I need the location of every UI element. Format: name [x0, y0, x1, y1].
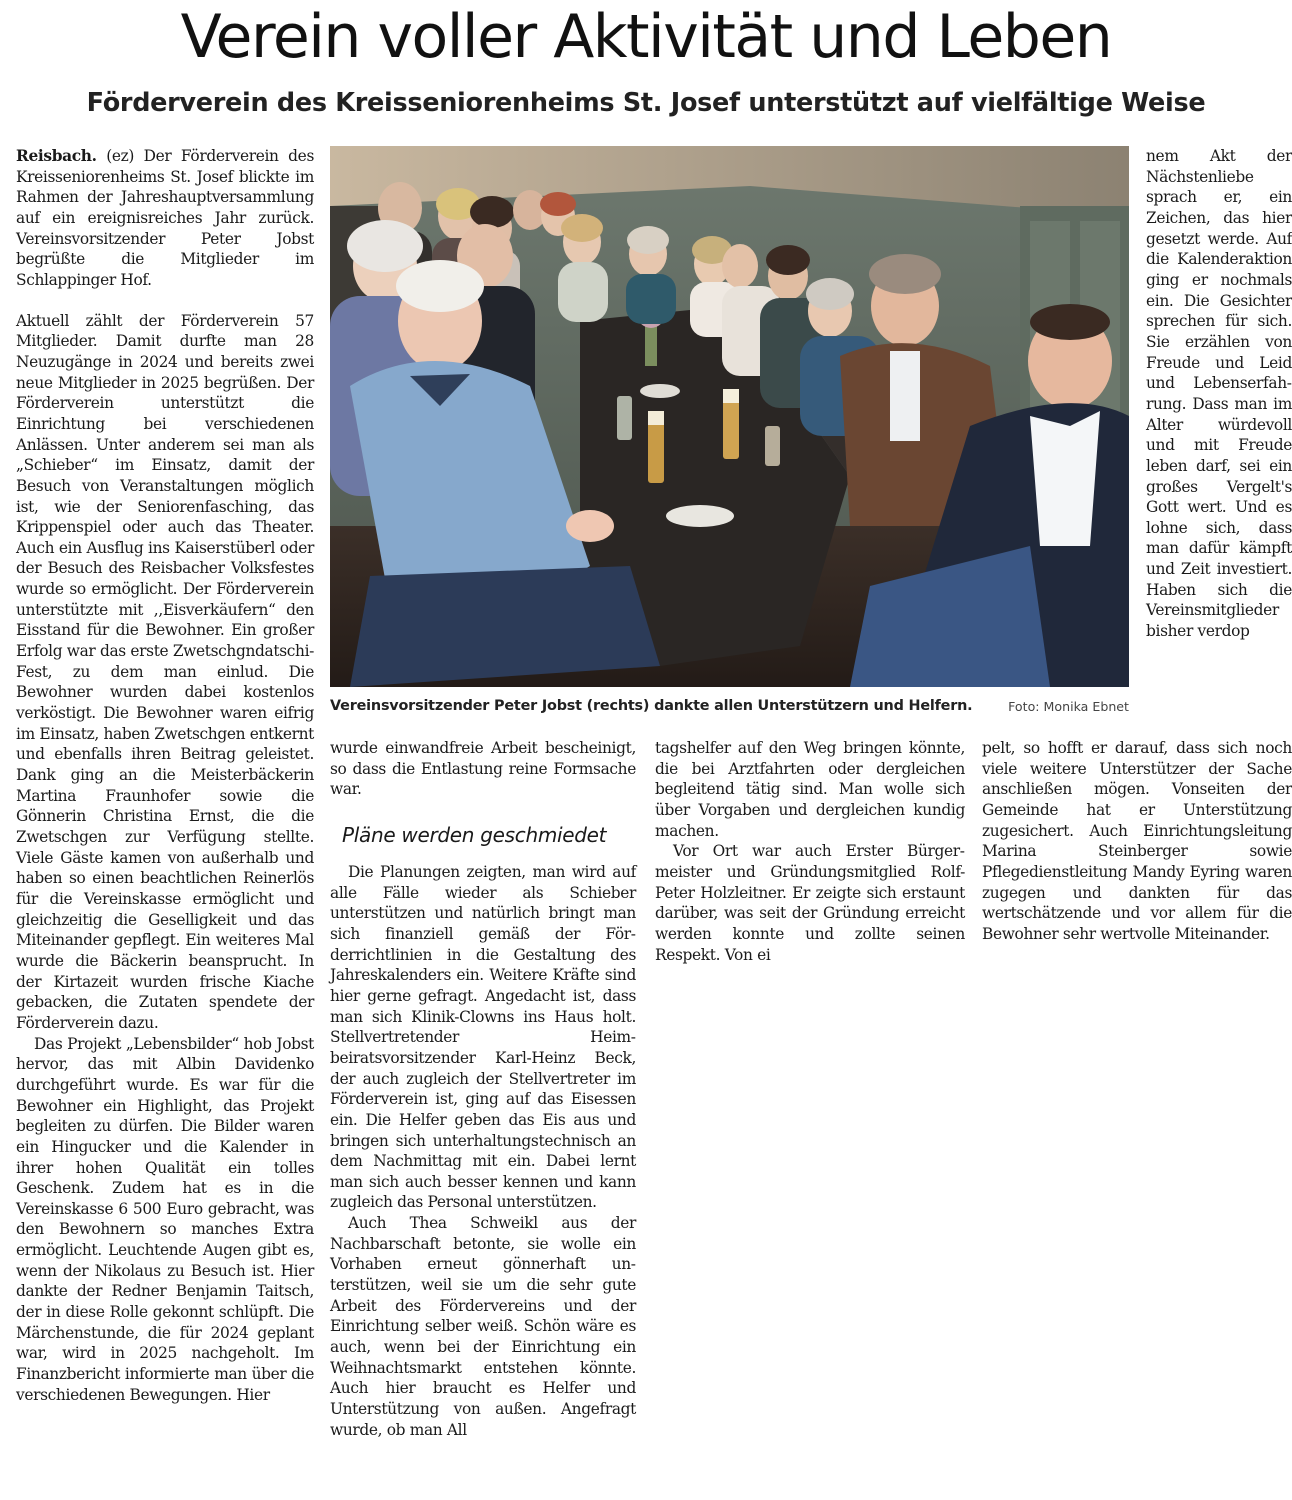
paragraph: Aktuell zählt der Förderverein 57 Mitglieder. Damit durfte man 28 Neuzugänge in 2024 und bereits zwei neue Mitglieder in 2025 begrüßen. Der Förderverein unterstützt die Einrichtung bei verschiedenen Anlässen. Unter anderem sei man als „Schieber“ im Einsatz, damit der Besuch von Veranstaltungen möglich ist, wie der Seniorenfasching, das Krippenspiel oder auch das Theater. Auch ein Ausflug ins Kaiserstüberl oder der Besuch des Reisbacher Volksfestes wurde so ermöglicht. Der Förderverein unterstützte mit ,,Eisverkäufern“ den Eisstand für die Bewohner. Ein großer Erfolg war das erste Zwetschgndatschi-Fest, zu dem man einlud. Die Bewohner wurden dabei kostenlos verköstigt. Die Bewohner waren eifrig im Einsatz, haben Zwetschgen entkernt und ebenfalls ihren Beitrag geleistet. Dank ging an die Meisterbäckerin Martina Fraunhofer sowie die Gönnerin Christina Ernst, die die Zwetschgen zur Verfügung stellte. Viele Gäste kamen von außerhalb und haben so einen beachtlichen Reinerlös für die Vereinskasse ermöglicht und gleichzeitig die Geselligkeit und das Miteinander gepflegt. Ein weiteres Mal wurde die Bäckerin beansprucht. In der Kirtazeit wurden frische Kiache gebacken, die Zutaten spendete der Förderverein dazu. — [16, 311, 315, 1032]
photo-caption — [330, 695, 1129, 719]
group-photo — [330, 146, 1129, 687]
paragraph: tagshelfer auf den Weg bringen könnte, die bei Arztfahrten oder dergleichen begleitend tätig sind. Man wolle sich über Vorgaben und dergleichen kundig machen. — [655, 739, 965, 840]
paragraph: Auch Thea Schweikl aus der Nachbarschaft betonte, sie wolle ein Vorhaben erneut gönnerhaft unterstützen, weil sie um die sehr gute Arbeit des Fördervereins und der Einrichtung selber weiß. Schön wäre es auch, wenn bei der Einrichtung ein Weihnachtsmarkt entstehen könnte. Auch hier braucht es Helfer und Unterstützung von außen. Angefragt wurde, ob man All — [330, 1214, 636, 1439]
paragraph: Das Projekt „Lebensbilder“ hob Jobst hervor, das mit Albin Davidenko durchgeführt wurde. Es war für die Bewohner ein Highlight, das Projekt begleiten zu dürfen. Die Bilder waren ein Hingucker und die Kalender in ihrer hohen Qualität ein tolles Geschenk. Zudem hat es in die Vereinskasse 6 500 Euro gebracht, was den Bewohnern so manches Extra ermöglicht. Leuchtende Augen gibt es, wenn der Nikolaus zu Besuch ist. Hier dankte der Redner Benjamin Taitsch, der in diese Rolle gekonnt schlüpft. Die Märchenstunde, die für 2024 geplant war, wird in 2025 nachgeholt. Im Finanzbericht informierte man über die verschiedenen Bewegungen. Hier — [16, 1034, 314, 1404]
article-column-1 — [16, 146, 314, 1405]
article-subheadline: Förderverein des Kreisseniorenheims St. Josef unterstützt auf vielfältige Weise — [86, 88, 1206, 118]
paragraph-text: (ez) Der Förderverein des Kreisseniorenheims St. Josef blickte im Rahmen der Jahreshauptversammlung auf ein ereignisreiches Jahr zurück. Vereinsvorsitzender Peter Jobst begrüßte die Mitglieder im Schlappinger Hof. — [16, 147, 314, 289]
paragraph — [16, 146, 314, 291]
article-headline: Verein voller Aktivität und Leben — [180, 2, 1112, 72]
paragraph: pelt, so hofft er darauf, dass sich noch viele weitere Unterstützer der Sache anschließen mögen. Vonseiten der Gemeinde hat er Unterstützung zugesichert. Auch Einrichtungsleitung Marina Steinberger sowie Pflegedienstleitung Mandy Eyring waren zugegen und dankten für das wertschätzende und vor allem für die Bewohner sehr wertvolle Miteinander. — [982, 739, 1292, 943]
photo-credit: Foto: Monika Ebnet — [1008, 699, 1129, 714]
paragraph: nem Akt der Nächstenliebe sprach er, ein Zeichen, das hier gesetzt werde. Auf die Kalenderaktion ging er nochmals ein. Die Gesichter sprechen für sich. Sie erzählen von Freude und Leid und Lebenserfahrung. Dass man im Alter würdevoll und mit Freude leben darf, sei ein großes Vergelt's Gott wert. Und es lohne sich, dass man dafür kämpft und Zeit investiert. Haben sich die Vereinsmitglieder bisher verdop — [1146, 147, 1292, 641]
article-column-4 — [982, 738, 1292, 945]
paragraph: Die Planungen zeigten, man wird auf alle Fälle wieder als Schieber unterstützen und natürlich bringt man sich finanziell gemäß der Förderrichtlinien in die Gestaltung des Jahreskalenders ein. Weitere Kräfte sind hier gerne gefragt. Angedacht ist, dass man sich Klinik-Clowns ins Haus holt. Stellvertretender Heimbeiratsvorsitzender Karl-Heinz Beck, der auch zugleich der Stellvertreter im Förderverein ist, ging auf das Eisessen ein. Die Helfer geben das Eis aus und bringen sich unterhaltungstechnisch an dem Nachmittag mit ein. Dabei lernt man sich auch besser kennen und kann zugleich das Personal unterstützen. — [330, 862, 636, 1212]
photo-caption-text: Vereinsvorsitzender Peter Jobst (rechts) dankte allen Unterstützern und Helfern. — [330, 698, 973, 714]
dateline: Reisbach. — [16, 147, 97, 165]
paragraph: Vor Ort war auch Erster Bürgermeister und Gründungsmitglied Rolf-Peter Holzleitner. Er zeigte sich erstaunt darüber, was seit der Gründung erreicht werden konnte und zollte seinen Respekt. Von ei — [655, 842, 965, 964]
article-column-4-upper — [1146, 146, 1292, 642]
section-subheading: Pläne werden geschmiedet — [342, 822, 607, 847]
article-column-3 — [655, 738, 965, 965]
paragraph: wurde einwandfreie Arbeit bescheinigt, so dass die Entlastung reine Formsache war. — [330, 739, 636, 799]
article-column-2 — [330, 738, 636, 1440]
group-photo-image — [330, 146, 1129, 687]
